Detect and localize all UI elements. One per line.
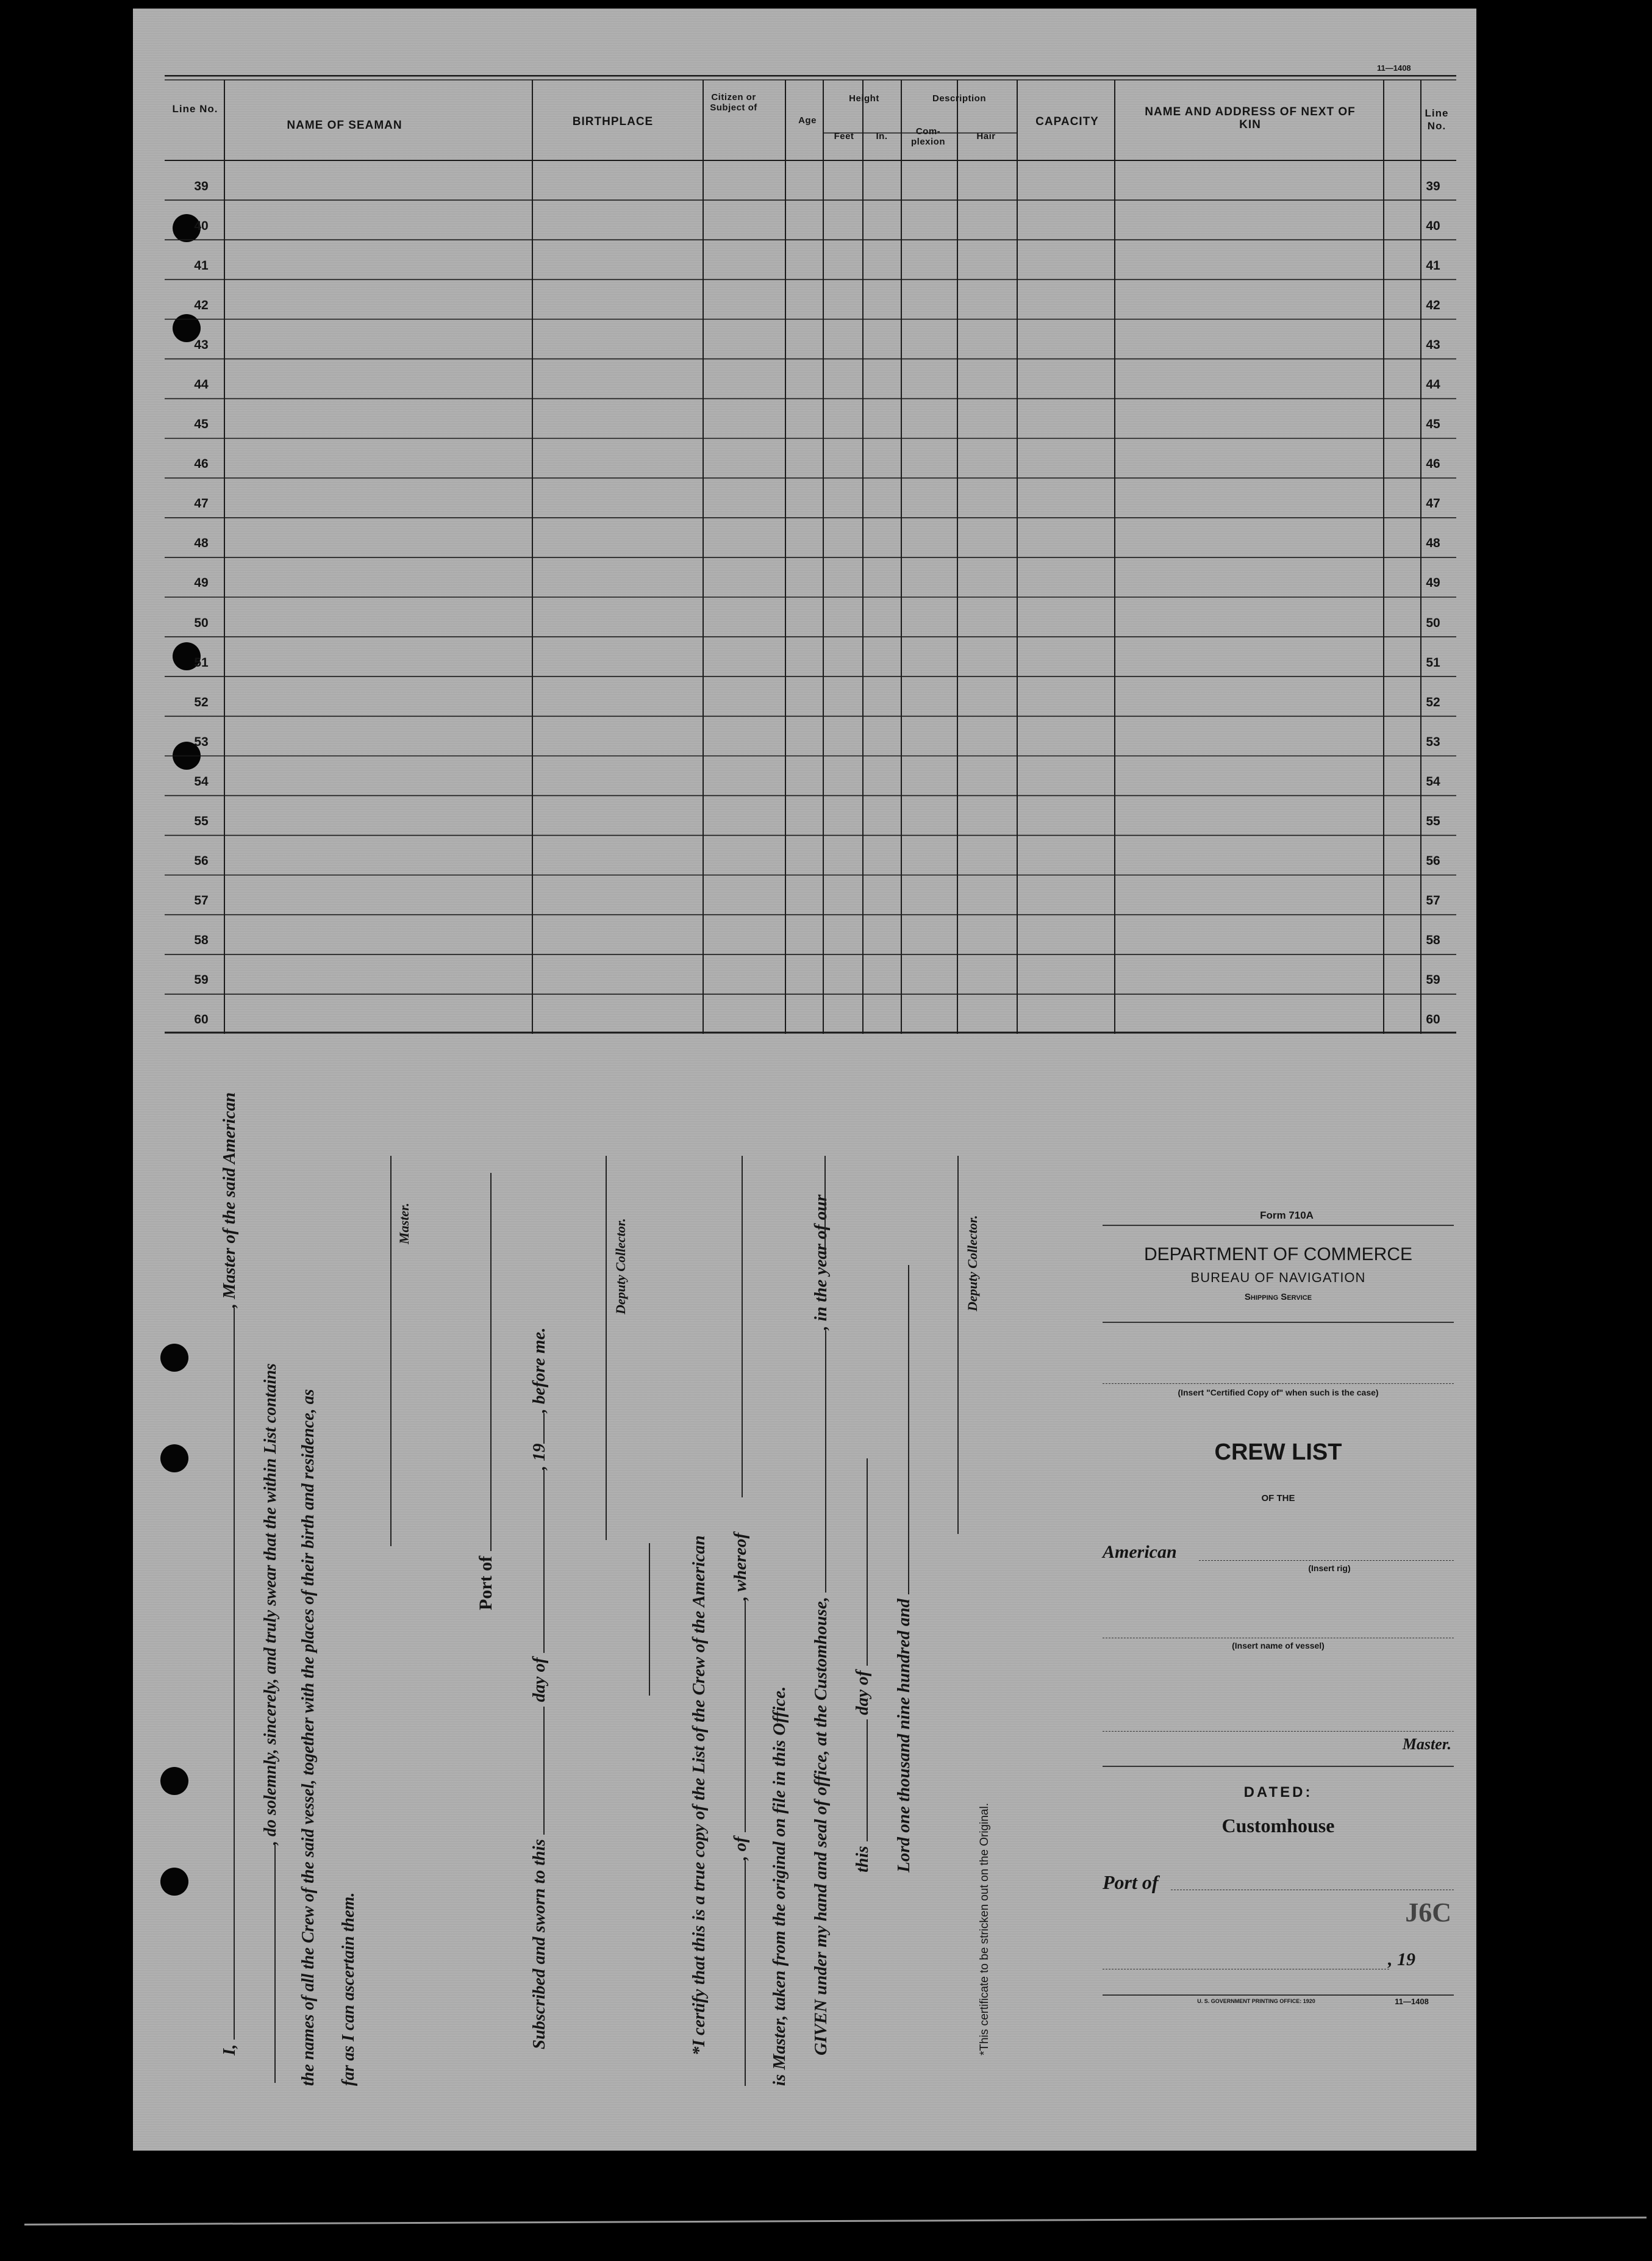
cert-year-line bbox=[824, 1156, 826, 1253]
line-number: 44 bbox=[1426, 378, 1440, 392]
cert-master-blank-line[interactable] bbox=[742, 1156, 743, 1497]
header-line-no: Line No. bbox=[172, 103, 218, 115]
cert-whereof: , whereof bbox=[731, 1532, 750, 1601]
cert-month-blank[interactable] bbox=[864, 1458, 868, 1666]
cert-of: , of bbox=[731, 1836, 750, 1860]
oath-line-2 bbox=[261, 1363, 281, 2083]
oath-vessel-blank[interactable] bbox=[272, 1845, 276, 2083]
cert-this: this bbox=[853, 1846, 872, 1872]
table-grid bbox=[165, 75, 1456, 1034]
oath-line-4-text: far as I can ascertain them. bbox=[339, 1892, 358, 2086]
cert-day-of: day of bbox=[853, 1670, 872, 1715]
line-number: 57 bbox=[194, 894, 209, 908]
line-number: 50 bbox=[1426, 615, 1440, 630]
oath-line-3 bbox=[299, 1389, 318, 2086]
cert-port-blank[interactable] bbox=[742, 1600, 746, 1832]
header-inches: In. bbox=[876, 131, 888, 142]
cover-rule bbox=[1103, 1225, 1454, 1226]
cover-service: Shipping Service bbox=[1244, 1292, 1312, 1302]
cover-year: , 19 bbox=[1388, 1949, 1415, 1969]
cover-insert-vessel: (Insert name of vessel) bbox=[1232, 1641, 1325, 1650]
oath-port-of-label: Port of bbox=[476, 1555, 496, 1610]
certificate-footnote: *This certificate to be stricken out on the Original. bbox=[978, 1803, 991, 2055]
oath-line-3-text: the names of all the Crew of the said vessel, together with the places of their birth and residence, as bbox=[299, 1389, 318, 2086]
cover-port-of: Port of bbox=[1103, 1871, 1159, 1893]
oath-port-blank[interactable] bbox=[488, 1173, 492, 1551]
line-number: 42 bbox=[1426, 298, 1440, 312]
cover-master: Master. bbox=[1402, 1735, 1451, 1753]
header-hair: Hair bbox=[976, 131, 996, 142]
line-number: 50 bbox=[194, 615, 209, 630]
line-number: 48 bbox=[194, 536, 209, 551]
header-line-no-right: Line No. bbox=[1425, 107, 1449, 132]
line-number: 41 bbox=[194, 258, 209, 273]
subscribed-day-of: day of bbox=[529, 1657, 549, 1702]
line-number: 47 bbox=[194, 496, 209, 511]
deputy-collector-signature-line[interactable] bbox=[606, 1156, 607, 1540]
line-number: 44 bbox=[194, 378, 209, 392]
cert-year-blank[interactable] bbox=[906, 1265, 909, 1594]
line-number: 45 bbox=[194, 417, 209, 432]
line-number: 51 bbox=[1426, 655, 1440, 670]
subscribed-before-me: , before me. bbox=[529, 1327, 549, 1413]
cover-certified-note: (Insert "Certified Copy of" when such is the case) bbox=[1178, 1388, 1379, 1397]
cert-deputy-signature-line[interactable] bbox=[957, 1156, 959, 1534]
cover-department: DEPARTMENT OF COMMERCE bbox=[1143, 1244, 1413, 1264]
certificate-line-5 bbox=[853, 1458, 873, 1872]
cert-deputy-collector: Deputy Collector. bbox=[965, 1215, 980, 1311]
cover-rule bbox=[1103, 1322, 1454, 1323]
certificate-line-2 bbox=[731, 1533, 751, 2086]
subscribed-day-blank[interactable] bbox=[541, 1707, 545, 1835]
cover-title: CREW LIST bbox=[1214, 1439, 1342, 1465]
line-number: 55 bbox=[1426, 814, 1440, 828]
line-number: 40 bbox=[1426, 218, 1440, 233]
subscribed-year-blank[interactable] bbox=[541, 1413, 545, 1444]
line-number: 58 bbox=[1426, 933, 1440, 948]
line-number: 59 bbox=[194, 973, 209, 987]
line-number: 45 bbox=[1426, 417, 1440, 432]
line-number: 60 bbox=[194, 1012, 209, 1027]
line-number: 42 bbox=[194, 298, 209, 312]
line-number: 43 bbox=[1426, 337, 1440, 352]
header-name-of-seaman: NAME OF SEAMAN bbox=[287, 119, 402, 132]
certificate-line-1-text: *I certify that this is a true copy of the List of the Crew of the American bbox=[689, 1535, 709, 2055]
line-number: 53 bbox=[1426, 734, 1440, 749]
line-number: 53 bbox=[194, 734, 209, 749]
line-number: 40 bbox=[194, 218, 209, 233]
line-number: 51 bbox=[194, 655, 209, 670]
punch-hole bbox=[160, 1344, 188, 1372]
header-next-of-kin: NAME AND ADDRESS OF NEXT OF KIN bbox=[1145, 106, 1356, 131]
cert-year-of-our: , in the year of our bbox=[811, 1194, 831, 1330]
certificate-line-6 bbox=[894, 1265, 914, 1872]
line-number: 58 bbox=[194, 933, 209, 948]
line-number: 41 bbox=[1426, 258, 1440, 273]
line-number: 54 bbox=[1426, 774, 1440, 789]
line-number: 43 bbox=[194, 337, 209, 352]
line-number: 39 bbox=[1426, 179, 1440, 193]
oath-deputy-collector: Deputy Collector. bbox=[613, 1218, 628, 1314]
certificate-line-3 bbox=[770, 1686, 790, 2086]
oath-master-label: Master. bbox=[396, 1203, 412, 1244]
cover-rule bbox=[1103, 1994, 1454, 1996]
cert-lord: Lord one thousand nine hundred and bbox=[894, 1599, 914, 1872]
certificate-line-1 bbox=[689, 1535, 709, 2055]
cert-vessel-blank[interactable] bbox=[742, 1860, 746, 2086]
cert-day-blank[interactable] bbox=[864, 1719, 868, 1841]
cover-rule bbox=[1103, 1766, 1454, 1767]
line-number: 47 bbox=[1426, 496, 1440, 511]
line-number: 39 bbox=[194, 179, 209, 193]
master-name-blank[interactable] bbox=[1103, 1731, 1454, 1732]
cover-form-number-bottom: 11—1408 bbox=[1395, 1997, 1429, 2006]
header-feet: Feet bbox=[834, 131, 854, 142]
oath-master-of: , Master of the said American bbox=[220, 1092, 239, 1308]
cert-given: GIVEN under my hand and seal of office, at the Customhouse, bbox=[811, 1597, 831, 2055]
punch-hole bbox=[160, 1444, 188, 1472]
cover-printer: U. S. GOVERNMENT PRINTING OFFICE: 1920 bbox=[1197, 1998, 1315, 2004]
scan-edge-line bbox=[24, 2216, 1647, 2226]
oath-name-blank[interactable] bbox=[231, 1308, 235, 2040]
form-number-top: 11—1408 bbox=[1377, 63, 1411, 73]
oath-line-1 bbox=[220, 1092, 240, 2055]
line-number: 46 bbox=[1426, 457, 1440, 471]
header-height: Height bbox=[849, 93, 879, 104]
cover-insert-rig: (Insert rig) bbox=[1308, 1563, 1351, 1573]
subscribed-line bbox=[529, 1327, 549, 2049]
line-number: 46 bbox=[194, 457, 209, 471]
line-number: 49 bbox=[194, 576, 209, 590]
oath-line-4 bbox=[339, 1893, 359, 2086]
subscribed-this: Subscribed and sworn to this bbox=[529, 1839, 549, 2049]
line-number: 52 bbox=[194, 695, 209, 709]
cover-stamp: J6C bbox=[1405, 1897, 1451, 1927]
header-capacity: CAPACITY bbox=[1035, 115, 1099, 128]
header-birthplace: BIRTHPLACE bbox=[572, 115, 654, 128]
oath-port-of bbox=[476, 1173, 496, 1610]
line-number: 48 bbox=[1426, 536, 1440, 551]
header-citizen: Citizen or Subject of bbox=[710, 92, 757, 113]
rig-blank[interactable] bbox=[1199, 1560, 1454, 1561]
certified-copy-blank[interactable] bbox=[1103, 1383, 1454, 1384]
master-signature-line[interactable] bbox=[390, 1156, 392, 1546]
line-number: 56 bbox=[1426, 854, 1440, 869]
line-number: 52 bbox=[1426, 695, 1440, 709]
line-number: 55 bbox=[194, 814, 209, 828]
line-number: 54 bbox=[194, 774, 209, 789]
header-description: Description bbox=[932, 93, 986, 104]
subscribed-month-blank[interactable] bbox=[541, 1470, 545, 1653]
cover-american: American bbox=[1103, 1542, 1177, 1562]
oath-line-2-text: , do solemnly, sincerely, and truly swear that the within List contains bbox=[261, 1363, 280, 1845]
certificate-line-4 bbox=[811, 1194, 831, 2055]
crew-table bbox=[165, 75, 1456, 1034]
subscribed-19: , 19 bbox=[529, 1443, 549, 1471]
line-number: 56 bbox=[194, 854, 209, 869]
cover-of-the: OF THE bbox=[1261, 1493, 1295, 1503]
punch-hole bbox=[160, 1767, 188, 1795]
cert-customhouse-blank[interactable] bbox=[823, 1330, 826, 1593]
header-age: Age bbox=[798, 115, 817, 126]
cover-dated: DATED: bbox=[1243, 1784, 1313, 1801]
line-number: 57 bbox=[1426, 894, 1440, 908]
punch-hole bbox=[160, 1868, 188, 1896]
cover-form-number: Form 710A bbox=[1260, 1209, 1314, 1221]
cover-bureau: BUREAU OF NAVIGATION bbox=[1190, 1270, 1366, 1285]
oath-i: I, bbox=[220, 2044, 239, 2055]
certificate-line-3-text: is Master, taken from the original on file in this Office. bbox=[770, 1686, 789, 2086]
divider-line bbox=[649, 1543, 650, 1696]
line-number: 60 bbox=[1426, 1012, 1440, 1027]
line-number: 59 bbox=[1426, 973, 1440, 987]
line-number: 49 bbox=[1426, 576, 1440, 590]
header-complexion: Com- plexion bbox=[910, 126, 945, 147]
cover-customhouse: Customhouse bbox=[1221, 1815, 1335, 1836]
